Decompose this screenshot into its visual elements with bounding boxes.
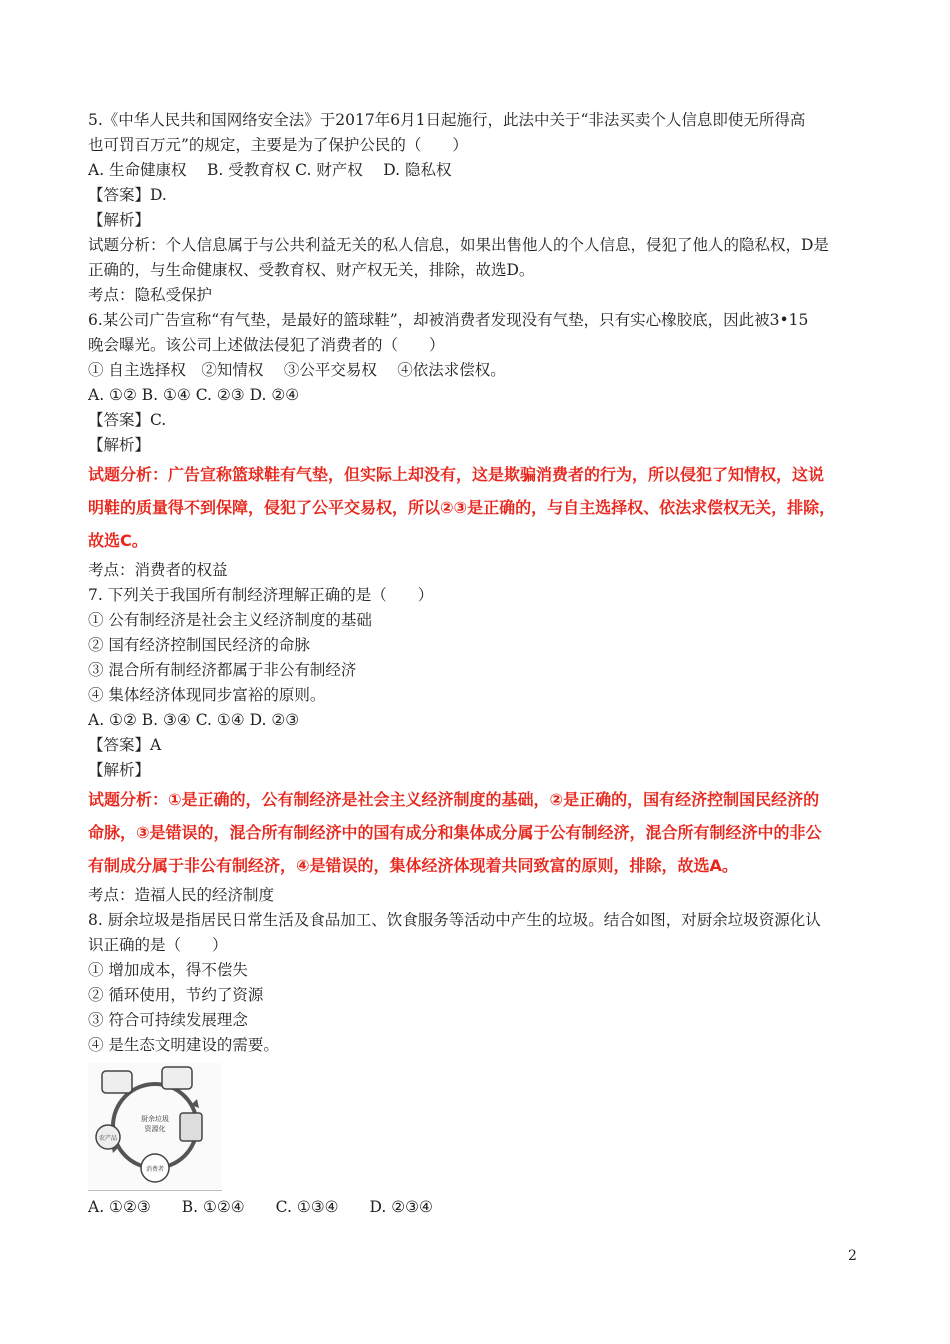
q8-item4: ④ 是生态文明建设的需要。 (88, 1036, 279, 1054)
q7-kaodian: 考点：造福人民的经济制度 (88, 886, 275, 904)
q7-analysis-line2: 命脉，③是错误的，混合所有制经济中的国有成分和集体成分属于公有制经济，混合所有制经济中的非公 (88, 823, 822, 842)
q5-kaodian: 考点：隐私受保护 (88, 286, 213, 304)
kitchen-icon (102, 1071, 132, 1093)
q6-stem-line1: 6.某公司广告宣称“有气垫，是最好的篮球鞋”，却被消费者发现没有气垫，只有实心橡胶底，因此被3•15 (88, 311, 809, 329)
q8-stem-line1: 8. 厨余垃圾是指居民日常生活及食品加工、饮食服务等活动中产生的垃圾。结合如图，对厨余垃圾资源化认 (88, 911, 821, 929)
q7-item3: ③ 混合所有制经济都属于非公有制经济 (88, 661, 357, 679)
q6-options: A. ①② B. ①④ C. ②③ D. ②④ (88, 386, 300, 404)
q8-item3: ③ 符合可持续发展理念 (88, 1011, 248, 1029)
figure-center-line2: 资源化 (144, 1125, 166, 1133)
figure-underline (88, 1190, 222, 1191)
q5-analysis-label: 【解析】 (88, 211, 151, 229)
q5-analysis-line1: 试题分析：个人信息属于与公共利益无关的私人信息，如果出售他人的个人信息，侵犯了他人的隐私权，D是 (88, 236, 829, 254)
q7-stem: 7. 下列关于我国所有制经济理解正确的是（ ） (88, 586, 434, 604)
q6-analysis-line2: 明鞋的质量得不到保障，侵犯了公平交易权，所以②③是正确的，与自主选择权、依法求偿权无关，排除， (88, 498, 836, 517)
q7-analysis-line3: 有制成分属于非公有制经济，④是错误的，集体经济体现着共同致富的原则，排除，故选A。 (88, 856, 738, 875)
q8-item2: ② 循环使用，节约了资源 (88, 986, 264, 1004)
page-number: 2 (848, 1248, 857, 1264)
q6-answer: 【答案】C. (88, 411, 167, 429)
q5-analysis-line2: 正确的，与生命健康权、受教育权、财产权无关，排除，故选D。 (88, 261, 535, 279)
q5-stem-line1: 5.《中华人民共和国网络安全法》于2017年6月1日起施行，此法中关于“非法买卖个人信息即使无所得高 (88, 111, 806, 129)
q6-analysis-line1: 试题分析：广告宣称篮球鞋有气垫，但实际上却没有，这是欺骗消费者的行为，所以侵犯了知情权，这说 (88, 465, 825, 484)
q6-analysis-line3: 故选C。 (88, 531, 148, 550)
q7-options: A. ①② B. ③④ C. ①④ D. ②③ (88, 711, 300, 729)
q7-item4: ④ 集体经济体现同步富裕的原则。 (88, 686, 326, 704)
figure-label-farmer: 农产品 (98, 1135, 118, 1142)
q7-item2: ② 国有经济控制国民经济的命脉 (88, 636, 310, 654)
figure-label-consumer: 消费者 (145, 1166, 165, 1173)
kitchen-waste-cycle-figure (88, 1063, 222, 1189)
figure-center-line1: 厨余垃圾 (141, 1115, 169, 1123)
q5-options: A. 生命健康权 B. 受教育权 C. 财产权 D. 隐私权 (88, 161, 452, 179)
q5-stem-line2: 也可罚百万元”的规定，主要是为了保护公民的（ ） (88, 136, 468, 154)
q7-answer: 【答案】A (88, 736, 162, 754)
q7-analysis-line1: 试题分析：①是正确的，公有制经济是社会主义经济制度的基础，②是正确的，国有经济控制国民经济的 (88, 790, 820, 809)
q6-items: ① 自主选择权 ②知情权 ③公平交易权 ④依法求偿权。 (88, 361, 506, 379)
q8-stem-line2: 识正确的是（ ） (88, 936, 228, 954)
bin-icon (180, 1113, 202, 1141)
q5-answer: 【答案】D. (88, 186, 167, 204)
q8-options: A. ①②③ B. ①②④ C. ①③④ D. ②③④ (88, 1198, 433, 1216)
processing-plant-icon (162, 1067, 192, 1089)
q6-stem-line2: 晚会曝光。该公司上述做法侵犯了消费者的（ ） (88, 336, 445, 354)
q7-analysis-label: 【解析】 (88, 761, 151, 779)
q6-analysis-label: 【解析】 (88, 436, 151, 454)
q6-kaodian: 考点：消费者的权益 (88, 561, 228, 579)
q7-item1: ① 公有制经济是社会主义经济制度的基础 (88, 611, 372, 629)
q8-item1: ① 增加成本，得不偿失 (88, 961, 248, 979)
